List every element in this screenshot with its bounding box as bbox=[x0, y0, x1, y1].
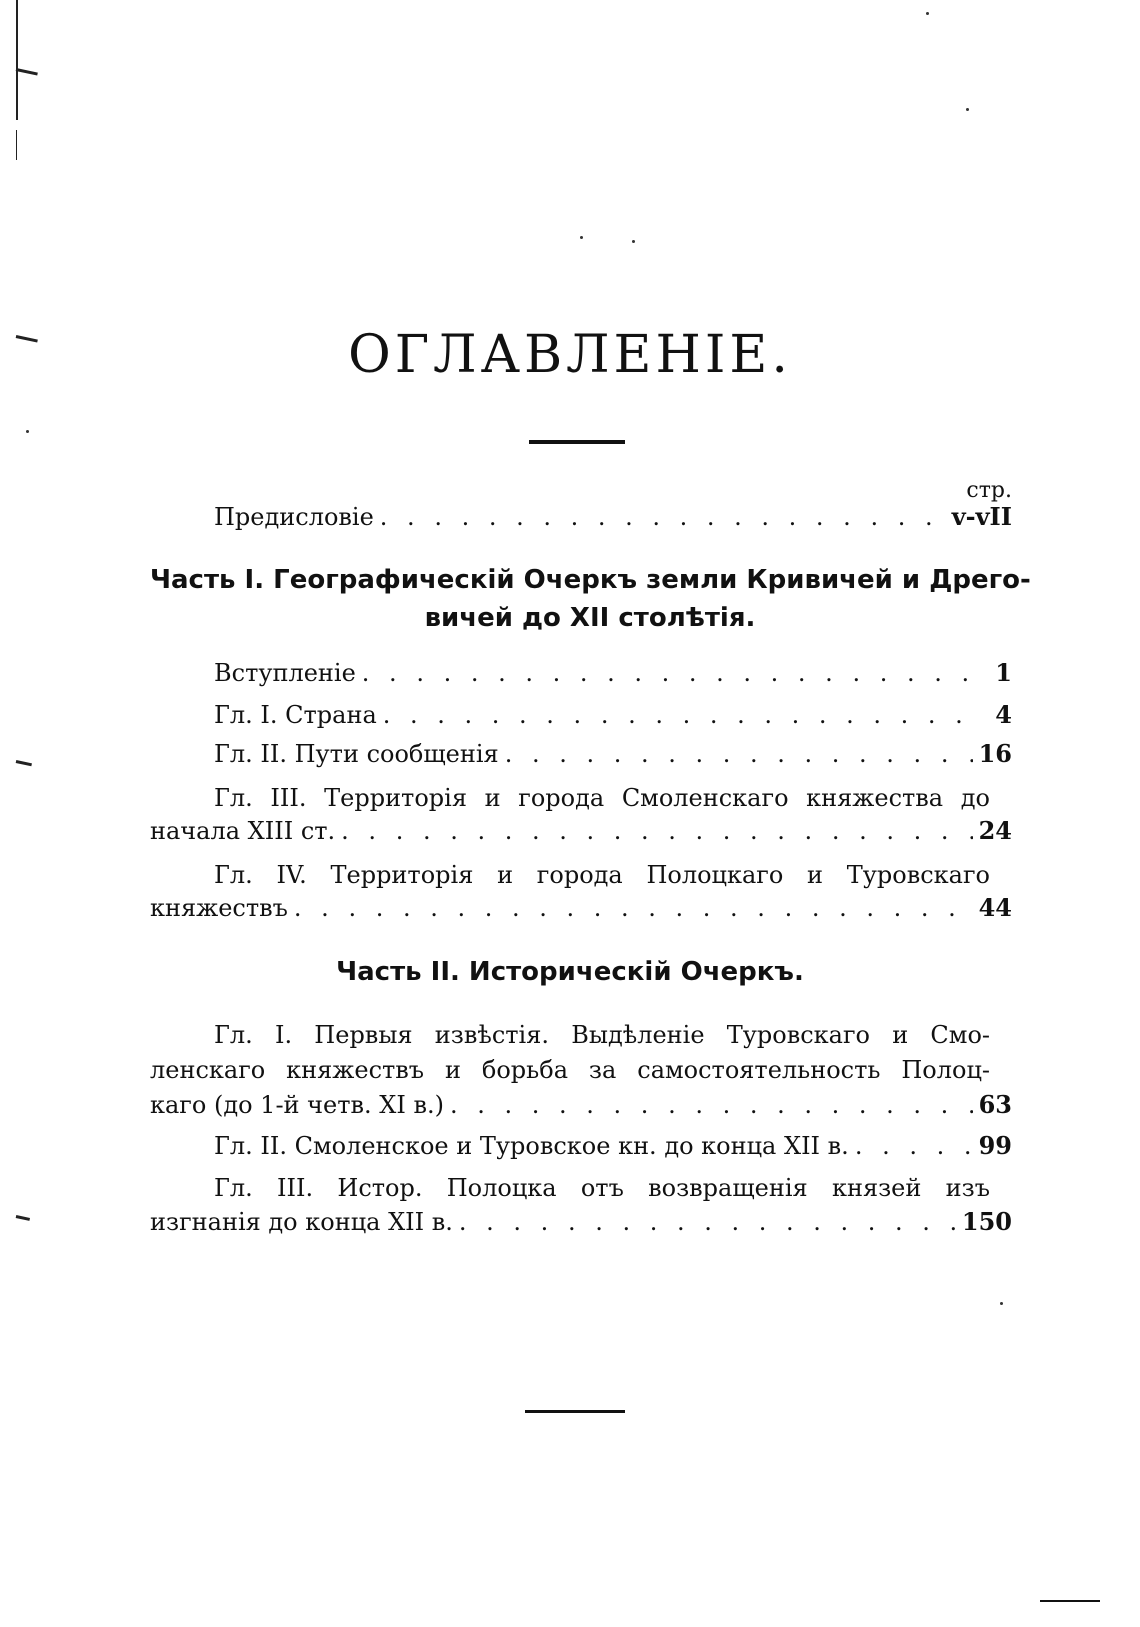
toc-entry-page: 44 bbox=[978, 893, 1012, 922]
scan-speck bbox=[966, 108, 969, 111]
toc-entry-p2-chapter-1-line2[interactable]: ленскаго княжествъ и борьба за самостоятельность Полоц- bbox=[150, 1056, 990, 1084]
toc-entry-page: v-vII bbox=[951, 502, 1012, 531]
toc-entry-page: 99 bbox=[978, 1131, 1012, 1160]
toc-entry-chapter-3-line1[interactable]: Гл. III. Территорія и города Смоленскаго княжества до bbox=[214, 784, 990, 812]
toc-entry-p2-chapter-3-line1[interactable]: Гл. III. Истор. Полоцка отъ возвращенія князей изъ bbox=[214, 1174, 990, 1202]
title-divider bbox=[529, 440, 625, 444]
toc-entry-chapter-3[interactable] bbox=[150, 816, 1012, 846]
toc-entry-chapter-1[interactable] bbox=[214, 700, 1012, 730]
scan-edge-mark bbox=[16, 1215, 30, 1221]
dot-leader bbox=[459, 1207, 956, 1237]
toc-entry-text: Гл. II. Пути сообщенія bbox=[214, 740, 499, 768]
toc-entry-page: 16 bbox=[978, 739, 1012, 768]
page-column-label: стр. bbox=[966, 478, 1012, 503]
dot-leader bbox=[362, 658, 976, 688]
toc-entry-page: 4 bbox=[995, 700, 1012, 729]
toc-entry-chapter-4-line1[interactable]: Гл. IV. Территорія и города Полоцкаго и Туровскаго bbox=[214, 861, 990, 889]
toc-entry-chapter-2[interactable] bbox=[214, 739, 1012, 769]
dot-leader bbox=[450, 1090, 973, 1120]
toc-entry-page: 63 bbox=[978, 1090, 1012, 1119]
toc-entry-text: Вступленіе bbox=[214, 659, 356, 687]
scan-edge-mark bbox=[16, 760, 32, 766]
scan-edge-mark bbox=[16, 68, 38, 76]
toc-entry-text: Предисловіе bbox=[214, 503, 374, 531]
toc-entry-page: 24 bbox=[978, 816, 1012, 845]
dot-leader bbox=[855, 1131, 973, 1161]
scan-edge-line bbox=[1040, 1600, 1100, 1602]
dot-leader bbox=[505, 739, 973, 769]
scan-speck bbox=[926, 12, 929, 15]
toc-entry-p2-chapter-2[interactable] bbox=[214, 1131, 1012, 1161]
bottom-divider bbox=[525, 1410, 625, 1413]
toc-entry-p2-chapter-1[interactable] bbox=[150, 1090, 1012, 1120]
scan-speck bbox=[580, 236, 583, 239]
toc-entry-page: 150 bbox=[961, 1207, 1012, 1236]
toc-entry-text: каго (до 1-й четв. XI в.) bbox=[150, 1091, 444, 1119]
toc-entry-preface[interactable] bbox=[214, 502, 1012, 532]
toc-entry-text: Гл. I. Страна bbox=[214, 701, 377, 729]
dot-leader bbox=[341, 816, 972, 846]
toc-entry-page: 1 bbox=[995, 658, 1012, 687]
part-2-heading: Часть II. Историческій Очеркъ. bbox=[336, 957, 804, 987]
part-1-heading-line2: вичей до XII столѣтія. bbox=[424, 603, 756, 633]
scan-speck bbox=[26, 430, 29, 433]
scan-speck bbox=[1000, 1302, 1003, 1305]
toc-entry-introduction[interactable] bbox=[214, 658, 1012, 688]
toc-entry-p2-chapter-1-line1[interactable]: Гл. I. Первыя извѣстія. Выдѣленіе Туровскаго и Смо- bbox=[214, 1021, 990, 1049]
dot-leader bbox=[383, 700, 976, 730]
toc-entry-p2-chapter-3[interactable] bbox=[150, 1207, 1012, 1237]
scan-edge-line bbox=[16, 0, 18, 120]
toc-entry-text: Гл. II. Смоленское и Туровское кн. до конца XII в. bbox=[214, 1132, 849, 1160]
toc-entry-text: начала XIII ст. bbox=[150, 817, 336, 845]
scan-edge-line bbox=[16, 130, 17, 160]
page-title: ОГЛАВЛЕНІЕ. bbox=[348, 325, 792, 385]
dot-leader bbox=[294, 893, 973, 923]
scan-speck bbox=[632, 240, 635, 243]
toc-entry-chapter-4[interactable] bbox=[150, 893, 1012, 923]
dot-leader bbox=[380, 502, 946, 532]
toc-entry-text: изгнанія до конца XII в. bbox=[150, 1208, 453, 1236]
part-1-heading-line1: Часть I. Географическій Очеркъ земли Кривичей и Дрего- bbox=[150, 565, 1031, 595]
toc-entry-text: княжествъ bbox=[150, 894, 288, 922]
